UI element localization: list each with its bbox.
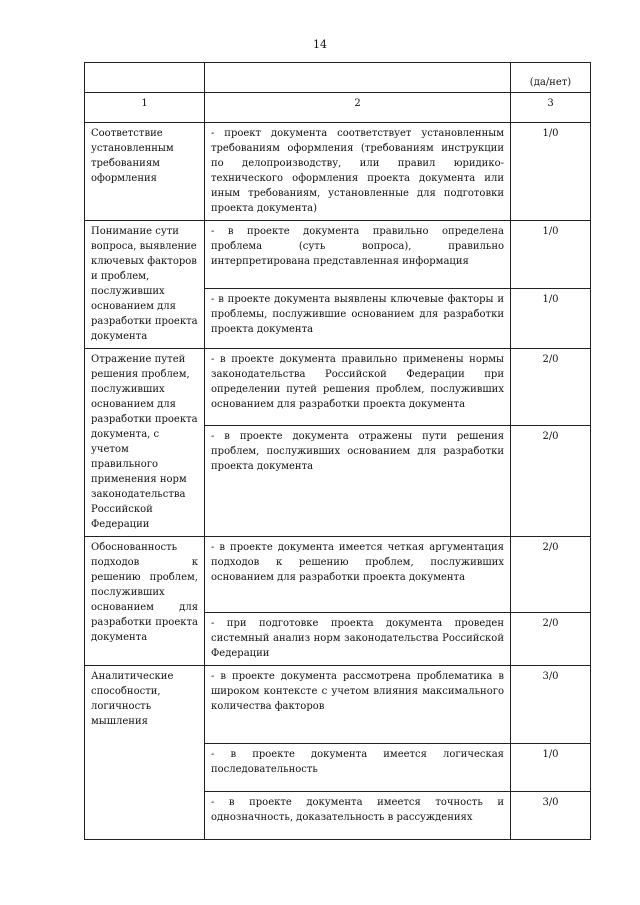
indicator-cell: - в проекте документа правильно применены нормы законодательства Российской Федерации при определении путей решения проблем, послуживших основанием для разработки проекта документа <box>205 349 511 426</box>
evaluation-criteria-table <box>84 62 591 840</box>
criterion-cell: Отражение путей решения проблем, послуживших основанием для разработки проекта документа, с учетом правильного применения норм законодательства Российской Федерации <box>85 349 205 537</box>
score-cell: 1/0 <box>511 123 591 221</box>
criterion-cell: Понимание сути вопроса, выявление ключевых факторов и проблем, послуживших основанием для разработки проекта документа <box>85 221 205 349</box>
table-row <box>85 221 591 289</box>
score-cell: 3/0 <box>511 792 591 840</box>
column-number-1: 1 <box>85 93 205 123</box>
page-number: 14 <box>313 38 327 51</box>
header-row <box>85 63 591 93</box>
indicator-cell: - в проекте документа рассмотрена проблематика в широком контексте с учетом влияния максимального количества факторов <box>205 666 511 744</box>
table-row <box>85 349 591 426</box>
indicator-cell: - в проекте документа отражены пути решения проблем, послуживших основанием для разработки проекта документа <box>205 425 511 536</box>
indicator-cell: - в проекте документа имеется точность и однозначность, доказательность в рассуждениях <box>205 792 511 840</box>
criterion-cell: Обоснованность подходов к решению проблем, послуживших основанием для разработки проекта документа <box>85 537 205 666</box>
score-cell: 2/0 <box>511 537 591 613</box>
indicator-cell: - при подготовке проекта документа проведен системный анализ норм законодательства Российской Федерации <box>205 613 511 666</box>
score-cell: 1/0 <box>511 289 591 349</box>
indicator-cell: - в проекте документа имеется четкая аргументация подходов к решению проблем, послуживших основанием для разработки проекта документа <box>205 537 511 613</box>
score-cell: 2/0 <box>511 425 591 536</box>
criterion-cell: Соответствие установленным требованиям оформления <box>85 123 205 221</box>
column-number-3: 3 <box>511 93 591 123</box>
indicator-cell: - в проекте документа выявлены ключевые факторы и проблемы, послужившие основанием для разработки проекта документа <box>205 289 511 349</box>
criterion-cell: Аналитические способности, логичность мышления <box>85 666 205 840</box>
table-row <box>85 666 591 744</box>
score-cell: 1/0 <box>511 744 591 792</box>
score-cell: 1/0 <box>511 221 591 289</box>
score-cell: 3/0 <box>511 666 591 744</box>
column-number-2: 2 <box>205 93 511 123</box>
header-cell-1 <box>85 63 205 93</box>
header-cell-2 <box>205 63 511 93</box>
indicator-cell: - проект документа соответствует установленным требованиям оформления (требованиям инструкции по делопроизводству, или правил юридико-технического оформления проекта документа или иным требованиям, установленные для подготовки проекта документа) <box>205 123 511 221</box>
indicator-cell: - в проекте документа имеется логическая последовательность <box>205 744 511 792</box>
table-row <box>85 123 591 221</box>
indicator-cell: - в проекте документа правильно определена проблема (суть вопроса), правильно интерпретирована представленная информация <box>205 221 511 289</box>
header-cell-3: (да/нет) <box>511 63 591 93</box>
score-cell: 2/0 <box>511 613 591 666</box>
score-cell: 2/0 <box>511 349 591 426</box>
table-row <box>85 537 591 613</box>
column-number-row <box>85 93 591 123</box>
